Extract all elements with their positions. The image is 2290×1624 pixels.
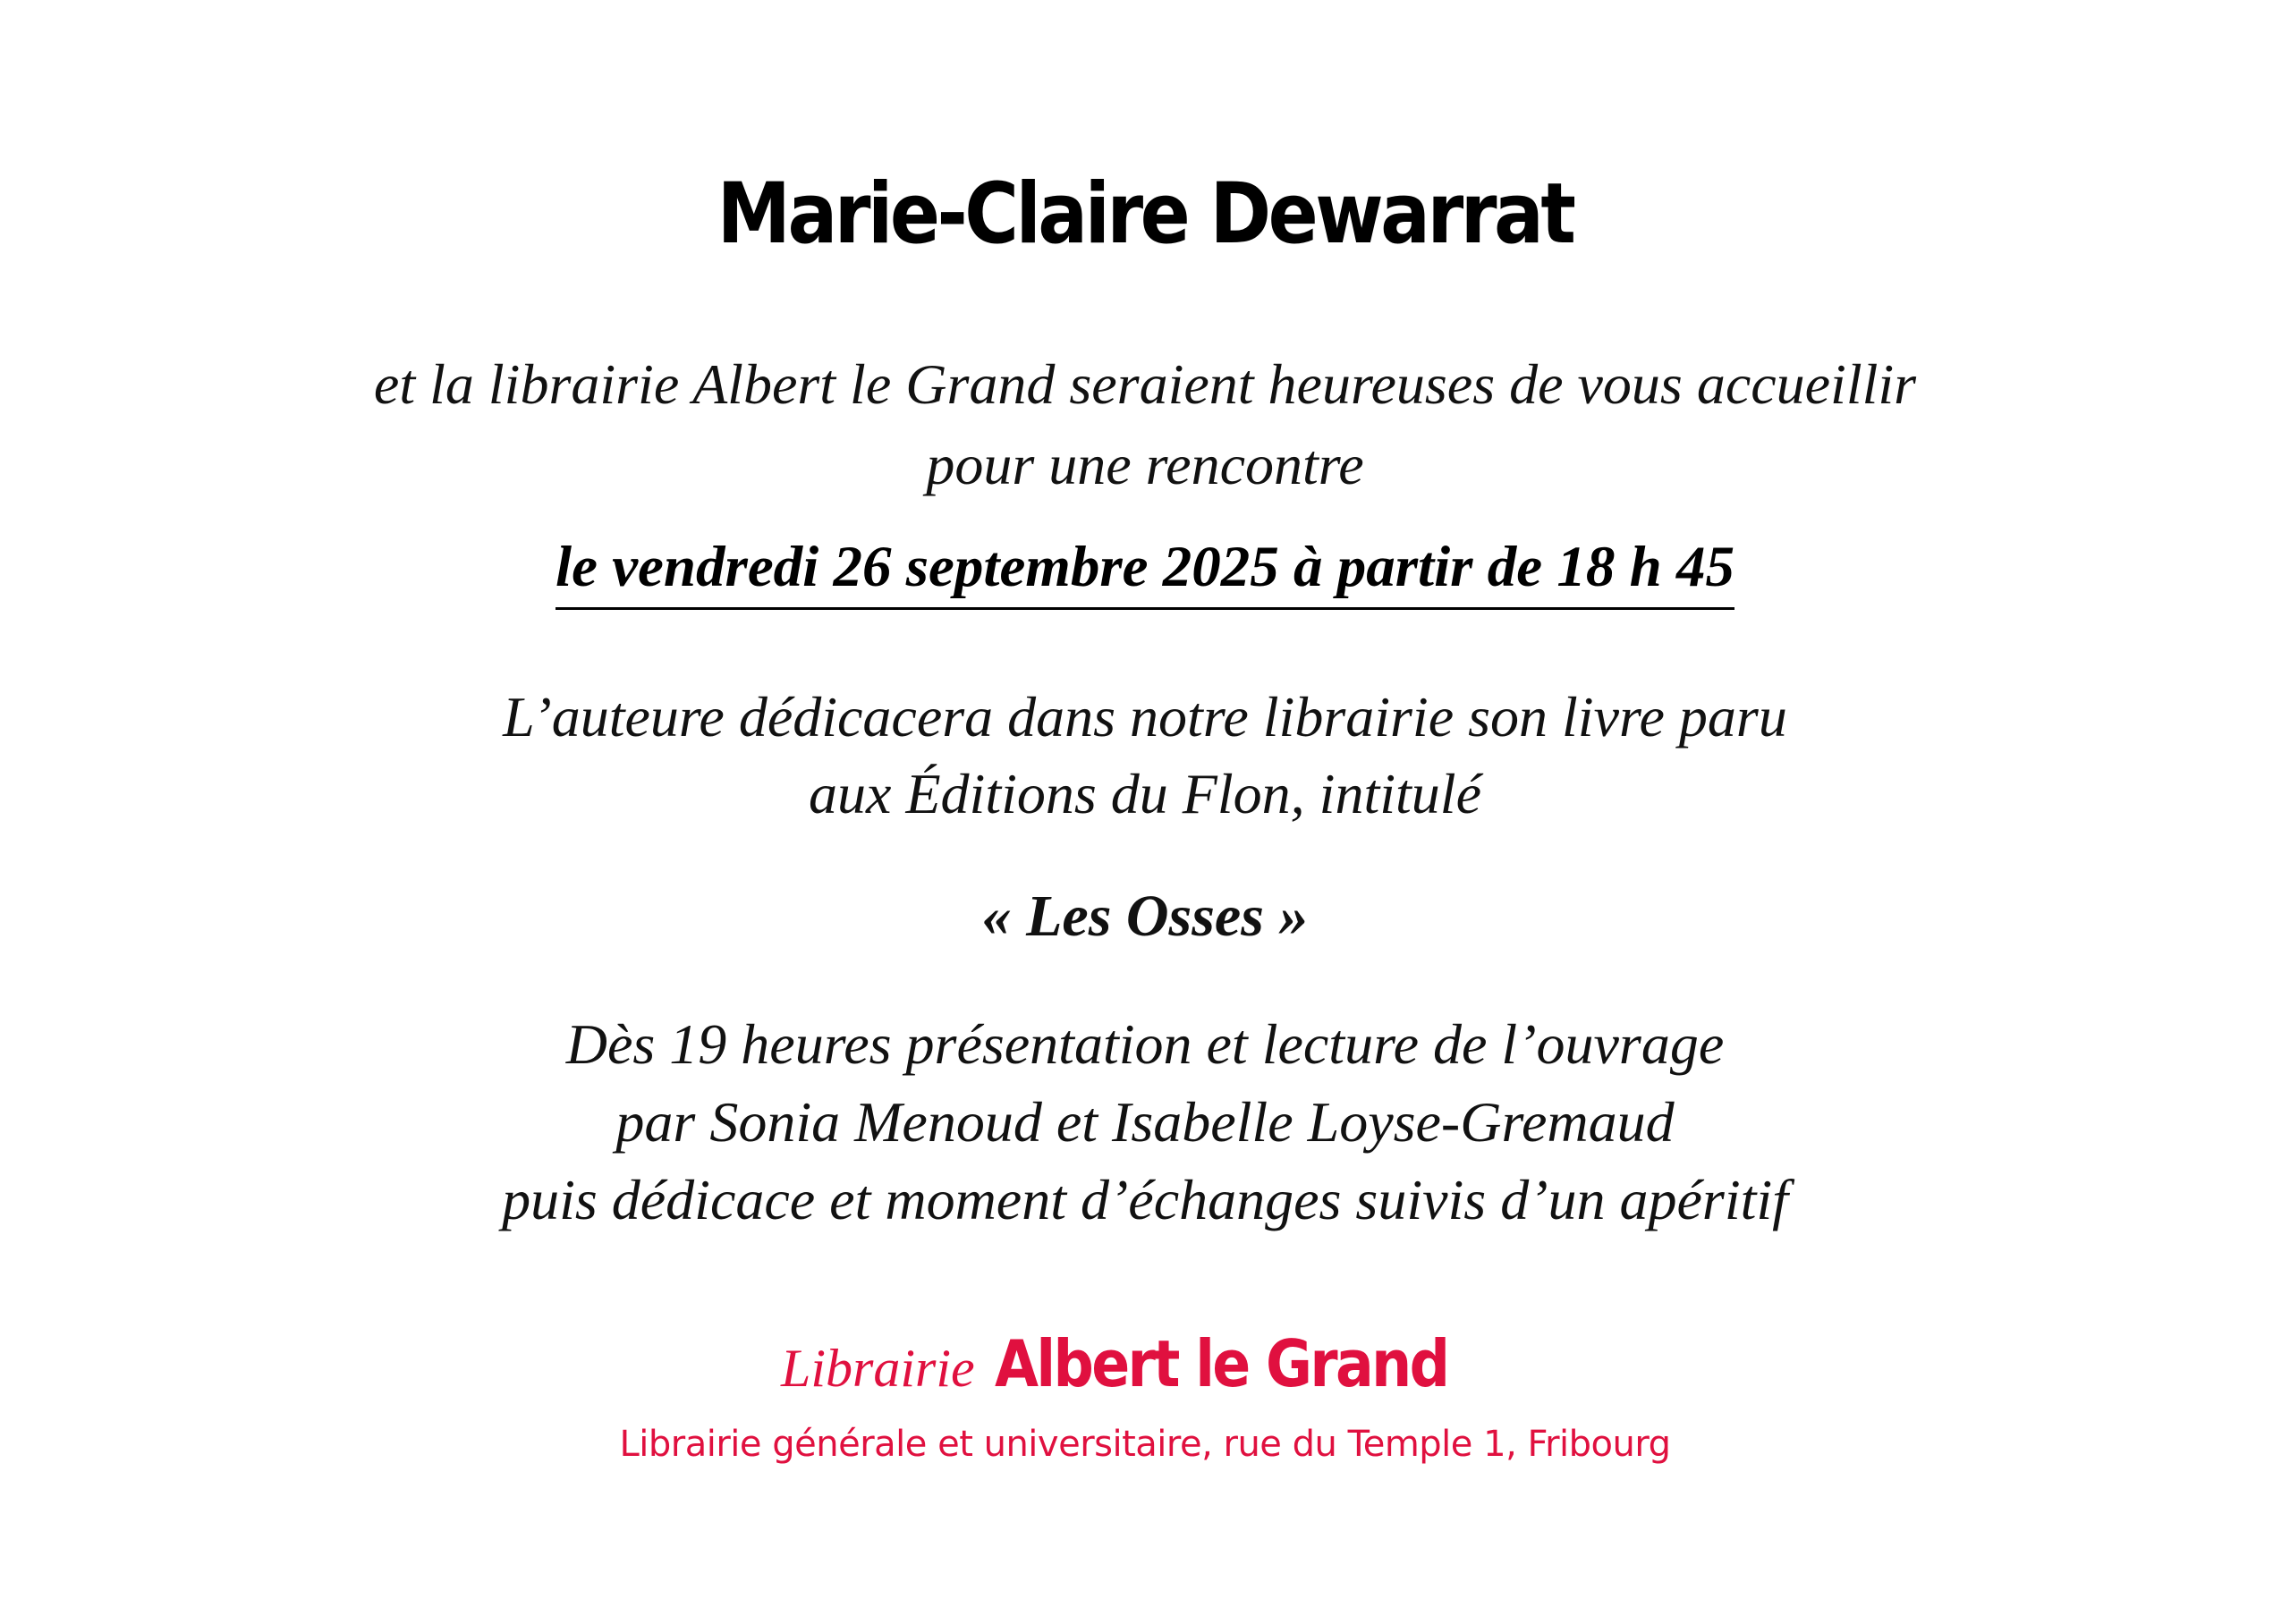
intro-line-1: et la librairie Albert le Grand seraient heureuses de vous accueillir — [373, 352, 1917, 416]
description-line-2: aux Éditions du Flon, intitulé — [809, 762, 1481, 825]
description-line-1: L’auteure dédicacera dans notre librairie son livre paru — [503, 685, 1787, 749]
event-date-text: le vendredi 26 septembre 2025 à partir de 18 h 45 — [556, 529, 1734, 610]
program-line-2: par Sonia Menoud et Isabelle Loyse-Gremaud — [615, 1090, 1675, 1154]
bookshop-prefix: Librairie — [780, 1339, 975, 1398]
bookshop-name: Albert le Grand — [994, 1326, 1447, 1401]
bookshop-logo — [0, 1319, 2290, 1427]
event-date — [0, 529, 2290, 610]
intro-line-2: pour une rencontre — [926, 433, 1364, 496]
program-line-3: puis dédicace et moment d’échanges suivis d’un apéritif — [502, 1168, 1788, 1231]
author-name: Marie-Claire Dewarrat — [717, 165, 1573, 263]
book-title: « Les Osses » — [981, 884, 1309, 949]
bookshop-address: Librairie générale et universitaire, rue du Temple 1, Fribourg — [619, 1424, 1671, 1465]
program-line-1: Dès 19 heures présentation et lecture de l’ouvrage — [565, 1012, 1725, 1076]
